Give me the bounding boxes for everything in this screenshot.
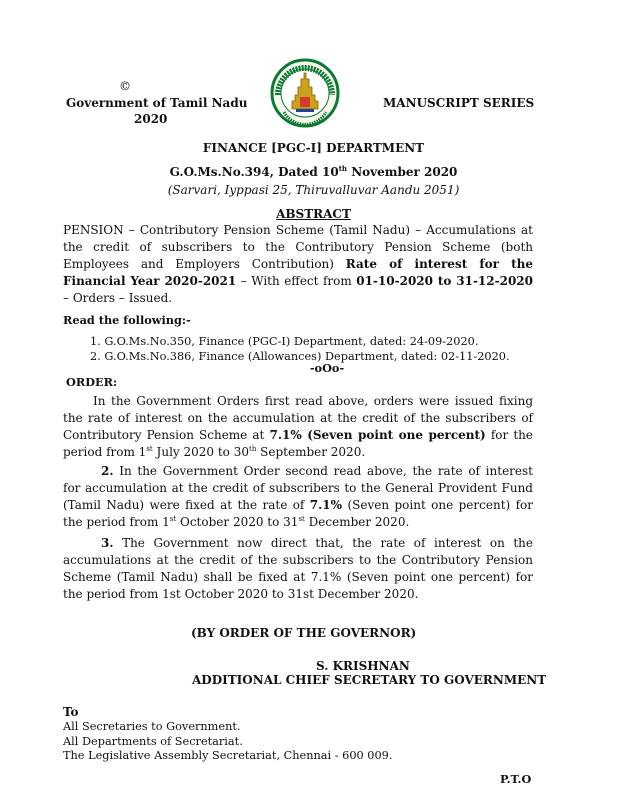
p3-text-1: The Government now direct that, the rate of interest on the accumulations at the credit of the subscribers to the Contributory Pension Scheme (Tamil Nadu) shall be fixed at 7.1% (Seven point one percent) for the period from 1st October 2020 to 31st December 2020. bbox=[63, 536, 533, 601]
go-number-date bbox=[0, 164, 627, 181]
abstract-effective-dates: 01-10-2020 to 31-12-2020 bbox=[356, 274, 533, 288]
abstract-text-3: – Orders – Issued. bbox=[63, 291, 173, 305]
read-following-heading: Read the following:- bbox=[63, 313, 191, 327]
p2-number: 2. bbox=[101, 464, 114, 478]
p1-text-3: July 2020 to 30 bbox=[152, 445, 249, 459]
order-heading: ORDER: bbox=[66, 375, 118, 389]
go-date-suffix: th bbox=[338, 164, 348, 173]
manuscript-series: MANUSCRIPT SERIES bbox=[383, 96, 535, 110]
order-paragraph-2 bbox=[63, 463, 533, 531]
copyright-symbol: © bbox=[119, 79, 131, 93]
recipient-line: All Secretaries to Government. bbox=[63, 720, 241, 733]
p1-sup-1: st bbox=[146, 445, 153, 453]
recipient-line: All Departments of Secretariat. bbox=[63, 735, 243, 748]
p2-sup-2: st bbox=[298, 515, 305, 523]
abstract-rate-title: Rate of interest for the Financial Year 2020-2021 bbox=[63, 257, 533, 288]
p2-text-4: December 2020. bbox=[304, 515, 410, 529]
reference-item: 1. G.O.Ms.No.350, Finance (PGC-I) Department, dated: 24-09-2020. bbox=[90, 335, 479, 348]
p2-text-2: (Seven point one percent) for the period from 1 bbox=[63, 498, 533, 529]
government-name: Government of Tamil Nadu bbox=[66, 96, 248, 110]
tamil-nadu-emblem-logo bbox=[270, 57, 340, 129]
abstract-text-2: – With effect from bbox=[236, 274, 357, 288]
order-paragraph-1 bbox=[63, 393, 533, 461]
p2-sup-1: st bbox=[169, 515, 177, 523]
recipient-line: The Legislative Assembly Secretariat, Chennai - 600 009. bbox=[63, 749, 393, 762]
reference-item: 2. G.O.Ms.No.386, Finance (Allowances) Department, dated: 02-11-2020. bbox=[90, 350, 510, 363]
separator-oOo: -oOo- bbox=[309, 361, 345, 375]
abstract-heading: ABSTRACT bbox=[276, 207, 351, 221]
page-turn-over: P.T.O bbox=[500, 772, 532, 786]
go-number: G.O.Ms.No.394, Dated 10 bbox=[169, 165, 339, 179]
publication-year: 2020 bbox=[134, 112, 168, 126]
abstract-text-1: PENSION – Contributory Pension Scheme (Tamil Nadu) – Accumulations at the credit of subscribers to the Contributory Pension Scheme (both Employees and Employers Contribution) bbox=[63, 223, 533, 271]
by-order-of-governor: (BY ORDER OF THE GOVERNOR) bbox=[191, 626, 417, 640]
to-heading: To bbox=[63, 705, 79, 719]
p1-text-2: for the period from 1 bbox=[63, 428, 534, 459]
p2-text-1: In the Government Order second read above, the rate of interest for accumulation at the credit of subscribers to the General Provident Fund (Tamil Nadu) were fixed at the rate of bbox=[63, 464, 533, 512]
p1-sup-2: th bbox=[249, 445, 257, 453]
p2-rate: 7.1% bbox=[309, 498, 343, 512]
signatory-title: ADDITIONAL CHIEF SECRETARY TO GOVERNMENT bbox=[192, 673, 547, 687]
p2-text-3: October 2020 to 31 bbox=[176, 515, 299, 529]
go-date-rest: November 2020 bbox=[347, 165, 458, 179]
abstract-body bbox=[63, 222, 533, 307]
p3-number: 3. bbox=[101, 536, 114, 550]
tamil-calendar-date: (Sarvari, Iyppasi 25, Thiruvalluvar Aandu 2051) bbox=[167, 183, 460, 197]
signatory-name: S. KRISHNAN bbox=[316, 659, 410, 673]
p1-rate: 7.1% (Seven point one percent) bbox=[269, 428, 486, 442]
p1-text-1: In the Government Orders first read above, orders were issued fixing the rate of interest on the accumulation at the credit of the subscribers of Contributory Pension Scheme at bbox=[63, 394, 533, 442]
p1-text-4: September 2020. bbox=[256, 445, 366, 459]
order-paragraph-3 bbox=[63, 535, 533, 603]
department-title: FINANCE [PGC-I] DEPARTMENT bbox=[202, 141, 425, 155]
